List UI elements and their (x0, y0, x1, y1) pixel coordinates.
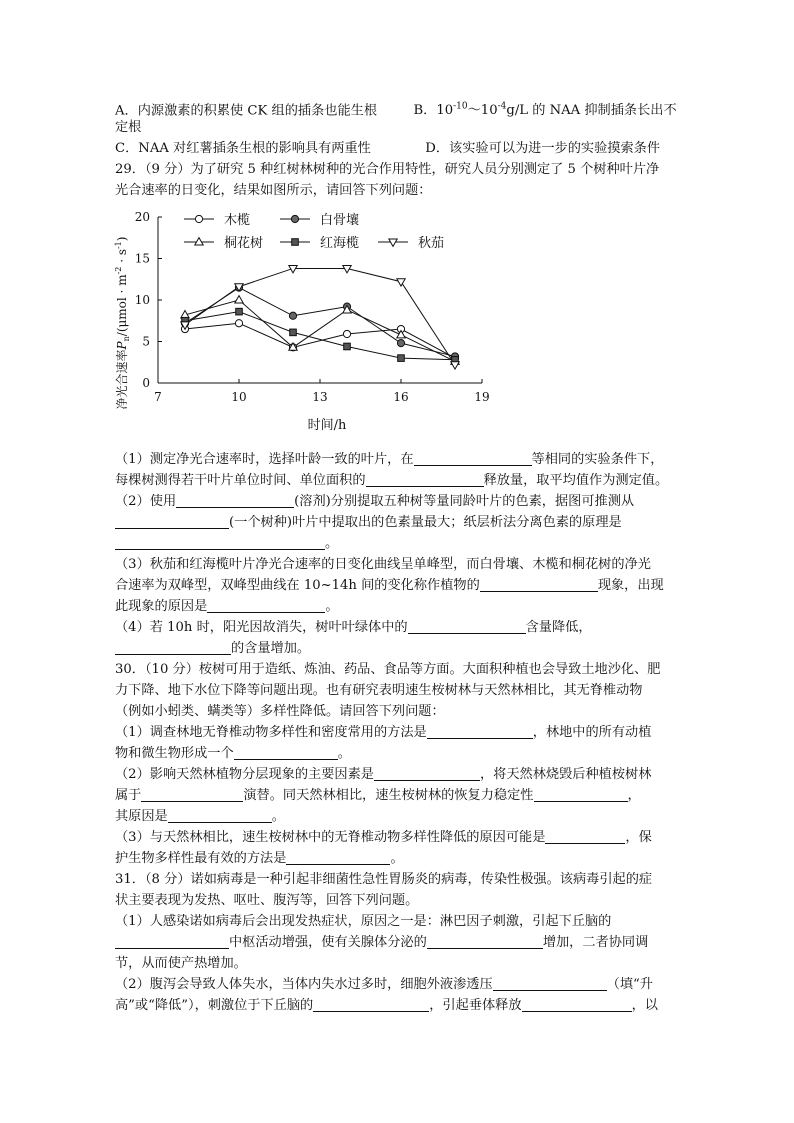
q29-part2-line3 (115, 534, 338, 554)
data-point (289, 312, 296, 319)
q31-p1-text-2: 增加，二者协同调 (542, 935, 649, 950)
q29-p3-text-2: 现象，出现 (597, 578, 664, 593)
q31-part1-line3: 节，从而使产热增加。 (115, 956, 247, 971)
q30-p2-text-4: 演替。同天然林相比，速生桉树林的恢复力稳定性 (243, 788, 534, 803)
q30-p2-text-3: 属于 (115, 788, 142, 803)
answer-blank[interactable] (115, 640, 231, 655)
data-point (397, 279, 405, 286)
q31-part2-line2 (115, 996, 658, 1016)
q31-p2-text-3: 高”或“降低”），刺激位于下丘脑的 (115, 998, 314, 1013)
legend-marker (291, 215, 298, 222)
x-tick-label: 13 (312, 390, 328, 404)
legend-marker (389, 239, 397, 246)
answer-blank[interactable] (115, 535, 325, 550)
q29-p1-text-4: 释放量，取平均值作为测定值。 (483, 473, 669, 488)
legend-label: 红海榄 (320, 236, 360, 251)
legend-item (280, 212, 359, 228)
q31-part1-line1: （1）人感染诺如病毒后会出现发热症状，原因之一是：淋巴因子刺激，引起下丘脑的 (115, 914, 612, 929)
answer-blank[interactable] (168, 808, 272, 823)
answer-blank[interactable] (545, 829, 625, 844)
answer-blank[interactable] (366, 472, 484, 487)
q31-part1-line2 (115, 933, 648, 953)
x-tick-label: 10 (231, 390, 247, 404)
q30-part1-line1 (115, 723, 651, 743)
q29-part2-line1 (115, 492, 634, 512)
legend-label: 秋茄 (418, 236, 445, 251)
legend-item (378, 235, 444, 251)
q30-p3-text-2: ，保 (625, 830, 652, 845)
q29-part1-line2 (115, 471, 668, 491)
q29-p2-text: （2）使用 (115, 494, 177, 509)
q30-stem-3: （例如小蚓类、螨类等）多样性降低。请回答下列问题： (115, 704, 445, 719)
answer-blank[interactable] (115, 514, 229, 529)
q30-part3-line2 (115, 849, 404, 869)
q30-p2-text-7: 。 (271, 809, 285, 824)
q30-p3-text-4: 。 (390, 851, 404, 866)
answer-blank[interactable] (141, 787, 243, 802)
q29-p4-text-3: 的含量增加。 (231, 641, 311, 656)
legend-label: 白骨壤 (320, 213, 360, 228)
q30-part3-line1 (115, 828, 652, 848)
q31-stem-1: 31．（8 分）诺如病毒是一种引起非细菌性急性胃肠炎的病毒，传染性极强。该病毒引起的症 (115, 872, 653, 887)
q31-p1-text: 中枢活动增强，使有关腺体分泌的 (229, 935, 427, 950)
q29-p1-text: （1）测定净光合速率时，选择叶龄一致的叶片，在 (115, 452, 414, 467)
answer-blank[interactable] (408, 619, 526, 634)
series-2 (185, 288, 455, 357)
series-line (185, 312, 455, 360)
q29-p1-text-3: 每棵树测得若干叶片单位时间、单位面积的 (115, 473, 366, 488)
q30-part1-line2 (115, 744, 351, 764)
q29-p2-text-2: (溶剂)分别提取五种树等量同龄叶片的色素，据图可推测从 (294, 494, 635, 509)
data-point (235, 320, 242, 327)
q30-stem-2: 力下降、地下水位下降等问题出现。也有研究表明速生桉树林与天然林相比，其无脊椎动物 (115, 683, 643, 698)
q31-part2-line1 (115, 975, 653, 995)
data-point (235, 296, 243, 303)
answer-blank[interactable] (234, 745, 338, 760)
legend-item (280, 235, 359, 251)
q30-p1-text-2: ，林地中的所有动植 (532, 725, 652, 740)
q30-part2-line2 (115, 786, 641, 806)
series-line (185, 268, 455, 364)
q29-p1-text-2: 等相同的实验条件下， (531, 452, 664, 467)
q31-p2-text-2: （填“升 (606, 977, 653, 992)
answer-blank[interactable] (427, 724, 533, 739)
option-d: D．该实验可以为进一步的实验摸索条件 (425, 141, 661, 156)
option-a: A．内源激素的积累使 CK 组的插条也能生根 (115, 103, 378, 119)
q29-p4-text-2: 含量降低， (525, 620, 592, 635)
q29-part2-line2 (115, 513, 622, 533)
answer-blank[interactable] (493, 976, 607, 991)
x-tick-label: 7 (154, 390, 162, 404)
x-tick-label: 19 (474, 390, 490, 404)
y-tick-label: 15 (134, 251, 150, 266)
x-tick-label: 16 (393, 390, 409, 404)
option-c-line (115, 139, 660, 159)
answer-blank[interactable] (534, 787, 628, 802)
data-point (236, 308, 243, 315)
answer-blank[interactable] (207, 598, 325, 613)
answer-blank[interactable] (427, 934, 543, 949)
q30-p1-text: （1）调查林地无脊椎动物多样性和密度常用的方法是 (115, 725, 427, 740)
q29-stem-2: 光合速率的日变化，结果如图所示，请回答下列问题： (115, 183, 432, 198)
q30-p2-text: （2）影响天然林植物分层现象的主要因素是 (115, 767, 374, 782)
y-tick-label: 10 (134, 293, 150, 307)
chart-series (181, 265, 459, 369)
data-point (398, 355, 405, 362)
q29-part1-line1 (115, 450, 663, 470)
q31-p2-text: （2）腹泻会导致人体失水，当体内失水过多时，细胞外液渗透压 (115, 977, 493, 992)
option-a-continuation: 定根 (115, 120, 142, 135)
answer-blank[interactable] (522, 997, 632, 1012)
legend-marker (292, 239, 299, 246)
q30-p3-text-3: 护生物多样性最有效的方法是 (115, 851, 287, 866)
q30-p1-text-4: 。 (337, 746, 351, 761)
photosynthesis-chart (110, 205, 510, 435)
q31-p2-text-4: ，引起垂体释放 (429, 998, 522, 1013)
q30-p2-text-2: ，将天然林烧毁后种植桉树林 (479, 767, 652, 782)
q31-p2-text-5: ，以 (631, 998, 658, 1013)
q29-p2-text-4: 。 (325, 536, 339, 551)
series-line (185, 288, 455, 357)
chart-legend (184, 212, 444, 251)
q29-stem-1: 29．（9 分）为了研究 5 种红树林树种的光合作用特性，研究人员分别测定了 5 个树种叶片净 (115, 162, 660, 177)
x-axis-label: 时间/h (307, 418, 347, 433)
q29-p3-text: 合速率为双峰型，双峰型曲线在 10~14h 间的变化称作植物的 (115, 578, 480, 593)
data-point (397, 340, 404, 347)
q30-p2-text-5: ， (627, 788, 641, 803)
legend-item (184, 212, 250, 228)
answer-blank[interactable] (313, 997, 429, 1012)
answer-blank[interactable] (115, 934, 229, 949)
option-b: B．$10^{-10}\sim 10^{-4}g/L$ 的 NAA 抑制插条长出不 (413, 102, 677, 119)
y-axis-label (114, 237, 131, 410)
series-4 (185, 312, 455, 360)
data-point (343, 330, 350, 337)
series-5 (185, 268, 455, 364)
q29-part3-line3 (115, 597, 339, 617)
q30-p1-text-3: 物和微生物形成一个 (115, 746, 234, 761)
q29-p3-text-3: 此现象的原因是 (115, 599, 208, 614)
answer-blank[interactable] (286, 850, 390, 865)
q29-part4-line1 (115, 618, 592, 638)
q30-p3-text: （3）与天然林相比，速生桉树林中的无脊椎动物多样性降低的原因可能是 (115, 830, 546, 845)
legend-item (184, 235, 263, 251)
q29-part4-line2 (115, 639, 310, 659)
q29-p2-text-3: (一个树种)叶片中提取出的色素量最大；纸层析法分离色素的原理是 (229, 515, 622, 530)
answer-blank[interactable] (374, 766, 480, 781)
series-3 (185, 300, 455, 361)
q30-p2-text-6: 其原因是 (115, 809, 168, 824)
q30-part2-line3 (115, 807, 285, 827)
q31-stem-2: 状主要表现为发热、呕吐、腹泻等，回答下列问题。 (115, 893, 419, 908)
q29-part3-line2 (115, 576, 664, 596)
option-a-line (115, 97, 677, 121)
series-line (185, 300, 455, 361)
y-tick-label: 20 (134, 210, 150, 224)
legend-label: 木榄 (224, 213, 251, 228)
legend-marker (195, 215, 202, 222)
data-point (344, 343, 351, 350)
y-tick-label: 0 (142, 376, 150, 390)
option-c: C．NAA 对红薯插条生根的影响具有两重性 (115, 141, 371, 156)
answer-blank[interactable] (480, 577, 598, 592)
legend-marker (195, 238, 203, 245)
q29-p3-text-4: 。 (325, 599, 339, 614)
q29-part3-line1: （3）秋茄和红海榄叶片净光合速率的日变化曲线呈单峰型，而白骨壤、木榄和桐花树的净光 (115, 557, 651, 572)
answer-blank[interactable] (176, 493, 294, 508)
data-point (451, 362, 459, 369)
data-point (290, 329, 297, 336)
y-tick-label: 5 (142, 334, 150, 349)
answer-blank[interactable] (414, 451, 532, 466)
q29-p4-text: （4）若 10h 时，阳光因故消失，树叶叶绿体中的 (115, 620, 408, 635)
svg-text:净光合速率Pn/(μmol · m-2 · s-1): 净光合速率$P_n/(\mu mol \cdot m^{-2} \cdot s^{-1})$ (114, 236, 131, 410)
q30-part2-line1 (115, 765, 651, 785)
q30-stem-1: 30．（10 分）桉树可用于造纸、炼油、药品、食品等方面。大面积种植也会导致土地沙化、肥 (115, 662, 661, 677)
legend-label: 桐花树 (224, 236, 264, 251)
